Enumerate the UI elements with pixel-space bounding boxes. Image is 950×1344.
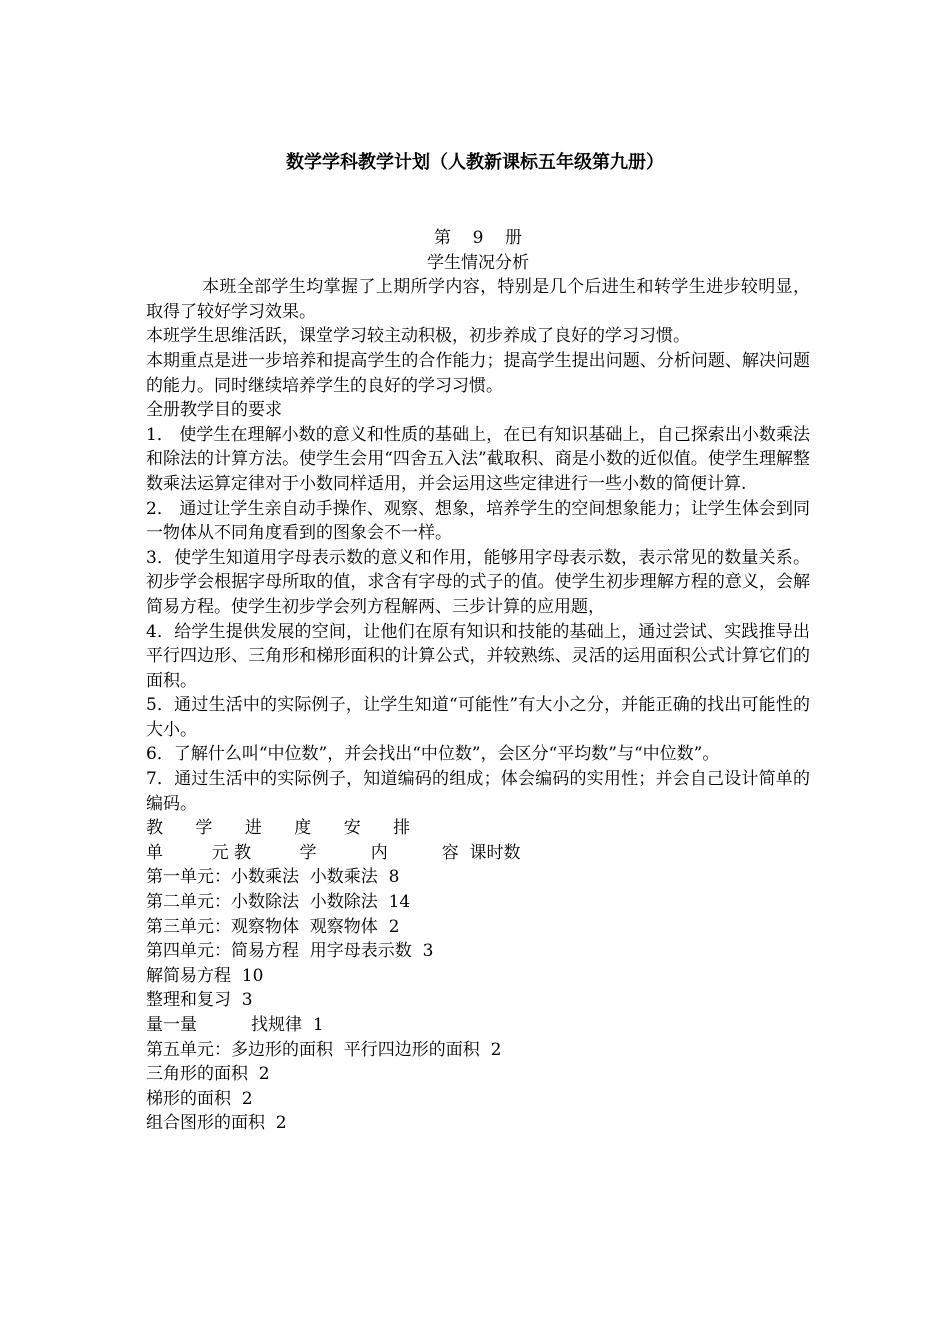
schedule-row: 第四单元：简易方程 用字母表示数 3 (146, 941, 434, 962)
goal-item: 5．通过生活中的实际例子，让学生知道“可能性”有大小之分，并能正确的找出可能性的大小。 (146, 695, 810, 740)
document-body (146, 226, 810, 1136)
schedule-row: 三角形的面积 2 (146, 1064, 270, 1085)
analysis-paragraph: 本班学生思维活跃，课堂学习较主动积极，初步养成了良好的学习习惯。 (146, 326, 690, 347)
goal-item: 1． 使学生在理解小数的意义和性质的基础上，在已有知识基础上，自己探索出小数乘法和除法的计算方法。使学生会用“四舍五入法”截取积、商是小数的近似值。使学生理解整数乘法运算定律对于小数同样适用，并会运用这些定律进行一些小数的简便计算. (146, 424, 810, 494)
volume-heading: 第 9 册 (433, 228, 523, 248)
goal-item: 3．使学生知道用字母表示数的意义和作用，能够用字母表示数，表示常见的数量关系。初步学会根据字母所取的值，求含有字母的式子的值。使学生初步理解方程的意义，会解简易方程。使学生初步学会列方程解两、三步计算的应用题， (146, 547, 810, 617)
analysis-paragraph: 本期重点是进一步培养和提高学生的合作能力；提高学生提出问题、分析问题、解决问题的能力。同时继续培养学生的良好的学习习惯。 (146, 350, 810, 396)
schedule-row: 第二单元：小数除法 小数除法 14 (146, 892, 411, 913)
schedule-row: 梯形的面积 2 (146, 1088, 253, 1109)
schedule-row: 解简易方程 10 (146, 965, 264, 986)
schedule-row: 第一单元：小数乘法 小数乘法 8 (146, 867, 400, 888)
goal-item: 7．通过生活中的实际例子，知道编码的组成；体会编码的实用性；并会自己设计简单的编码。 (146, 769, 810, 814)
schedule-row: 量一量 找规律 1 (146, 1015, 324, 1035)
student-analysis-heading: 学生情况分析 (427, 252, 529, 273)
goals-heading: 全册教学目的要求 (146, 400, 282, 421)
schedule-column-header: 单 元 教 学 内 容 课时数 (146, 842, 521, 863)
goal-item: 4．给学生提供发展的空间，让他们在原有知识和技能的基础上，通过尝试、实践推导出平行四边形、三角形和梯形面积的计算公式，并较熟练、灵活的运用面积公式计算它们的面积。 (146, 621, 810, 691)
schedule-row: 第五单元：多边形的面积 平行四边形的面积 2 (146, 1039, 502, 1060)
goal-item: 2． 通过让学生亲自动手操作、观察、想象，培养学生的空间想象能力；让学生体会到同一物体从不同角度看到的图象会不一样。 (146, 498, 810, 544)
goal-item: 6．了解什么叫“中位数”，并会找出“中位数”，会区分“平均数”与“中位数”。 (146, 744, 720, 765)
analysis-paragraph: 本班全部学生均掌握了上期所学内容，特别是几个后进生和转学生进步较明显，取得了较好学习效果。 (146, 277, 810, 322)
schedule-row: 第三单元：观察物体 观察物体 2 (146, 916, 400, 937)
schedule-row: 组合图形的面积 2 (146, 1113, 287, 1134)
schedule-row: 整理和复习 3 (146, 990, 253, 1011)
schedule-heading: 教 学 进 度 安 排 (146, 818, 411, 839)
document-title: 数学学科教学计划（人教新课标五年级第九册） (286, 152, 664, 173)
